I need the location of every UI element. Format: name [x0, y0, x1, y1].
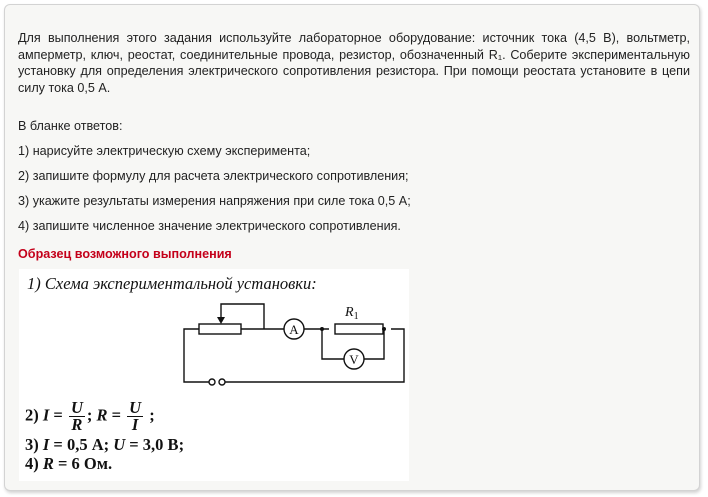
junction-left: [320, 327, 324, 331]
switch-terminal-right: [219, 379, 225, 385]
step-4: 4) запишите численное значение электрического сопротивления.: [18, 219, 401, 233]
fraction-u-over-i: $\frac{U}{I}$: [129, 398, 142, 434]
task-intro: Для выполнения этого задания используйте лабораторное оборудование: источник тока (4,5 В), вольтметр, амперметр, ключ, реостат, соединительные провода, резистор, обозначенный R₁. Соберите экспериментальную установку для определения электрического сопротивления резистора. При помощи реостата установите в цепи силу тока 0,5 А.: [18, 31, 690, 95]
step-2: 2) запишите формулу для расчета электрического сопротивления;: [18, 169, 409, 183]
scheme-title: 1) Схема экспериментальной установки:: [27, 274, 317, 293]
step-1: 1) нарисуйте электрическую схему эксперимента;: [18, 144, 311, 158]
step-3: 3) укажите результаты измерения напряжения при силе тока 0,5 А;: [18, 194, 411, 208]
answer-sheet-label: В бланке ответов:: [18, 119, 123, 133]
voltmeter-label: V: [349, 352, 359, 367]
wire-left: [184, 329, 209, 382]
switch-terminal-left: [209, 379, 215, 385]
resistor-r1: [335, 324, 383, 334]
formula-4: 4) R = 6 Ом.: [25, 454, 113, 473]
wire-bottom: [225, 329, 404, 382]
circuit-diagram: [19, 269, 409, 399]
formula-2: 2) I = $\frac{U}{R}$ ; R = $\frac{U}{I}$ ;: [25, 398, 155, 434]
formula-3: 3) I = 0,5 А; U = 3,0 В;: [25, 435, 185, 454]
sample-solution-image: [19, 269, 409, 481]
slider-arrow: [217, 317, 225, 324]
task-card: [4, 4, 700, 491]
rheostat: [199, 324, 241, 334]
ammeter-label: A: [289, 322, 299, 337]
junction-right: [382, 327, 386, 331]
fraction-u-over-r: $\frac{U}{R}$: [70, 398, 83, 434]
resistor-label: $R_1$: [345, 305, 359, 322]
sample-heading: Образец возможного выполнения: [18, 247, 232, 261]
